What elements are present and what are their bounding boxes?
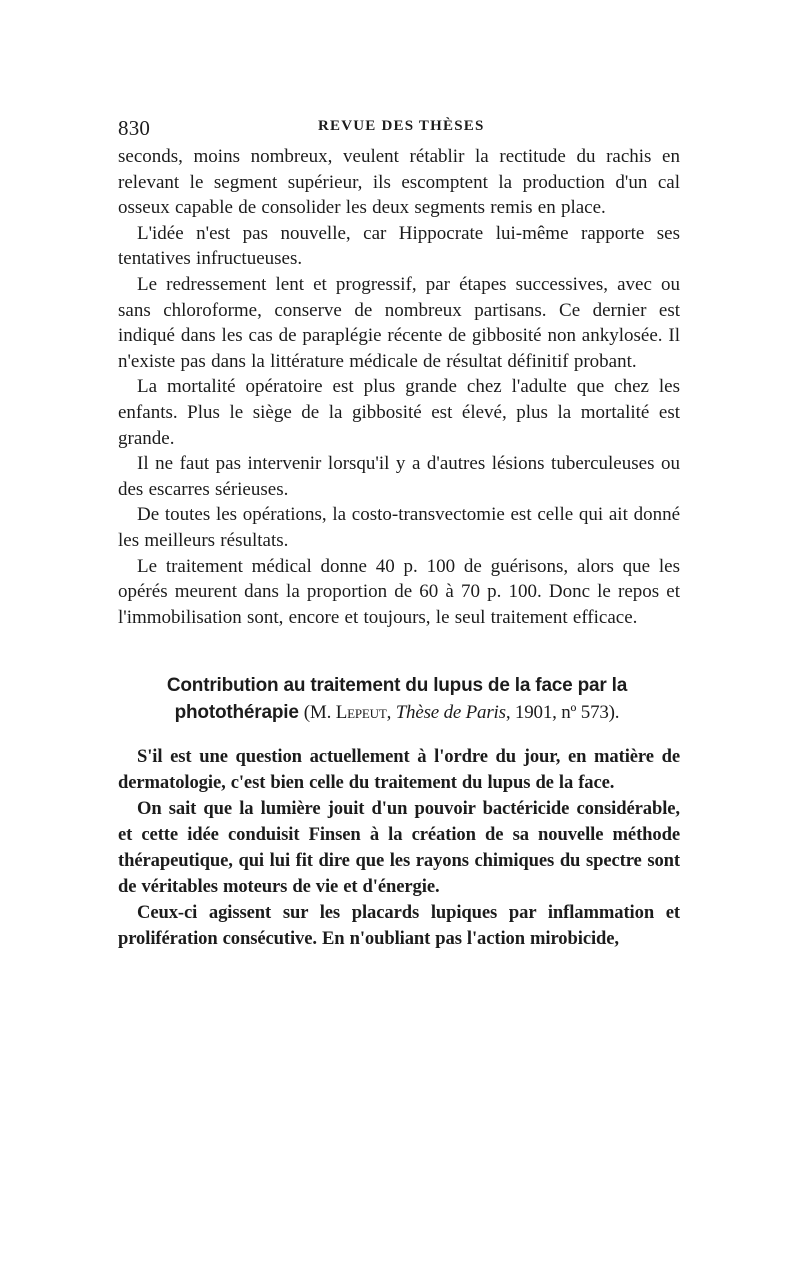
paragraph-continuation: seconds, moins nombreux, veulent rétablir la rectitude du rachis en relevant le segment supérieur, ils escomptent la production d'un cal osseux capable de consolider les deux segments remis en place.	[118, 146, 680, 219]
section-title: Contribution au traitement du lupus de la face par la photothérapie	[166, 675, 628, 724]
paragraph: La mortalité opératoire est plus grande chez l'adulte que chez les enfants. Plus le siège de la gibbosité est élevé, plus la mortalité est grande.	[118, 376, 680, 449]
paragraph: S'il est une question actuellement à l'ordre du jour, en matière de dermatologie, c'est bien celle du traitement du lupus de la face.	[118, 746, 680, 794]
paragraph: De toutes les opérations, la costo-transvectomie est celle qui ait donné les meilleurs résultats.	[118, 504, 680, 551]
citation-work: Thèse de Paris	[395, 702, 506, 724]
running-head	[118, 110, 680, 144]
paragraph: Il ne faut pas intervenir lorsqu'il y a d'autres lésions tuberculeuses ou des escarres sérieuses.	[118, 453, 680, 500]
section-heading	[122, 672, 672, 726]
section-citation	[304, 702, 620, 723]
paragraph: L'idée n'est pas nouvelle, car Hippocrate lui-même rapporte ses tentatives infructueuses.	[118, 222, 680, 270]
page-number: 830	[118, 116, 151, 140]
document-page	[118, 110, 680, 952]
previous-article-body	[118, 144, 680, 630]
heading-spacer	[118, 726, 680, 744]
paragraph: On sait que la lumière jouit d'un pouvoir bactéricide considérable, et cette idée conduisit Finsen à la création de sa nouvelle méthode thérapeutique, qui lui fit dire que les rayons chimiques du spectre sont de véritables moteurs de vie et d'énergie.	[118, 798, 680, 898]
citation-author: Lepeut	[335, 702, 387, 724]
paragraph: Le traitement médical donne 40 p. 100 de guérisons, alors que les opérés meurent dans la proportion de 60 à 70 p. 100. Donc le repos et l'immobilisation sont, encore et toujours, le seul traitement efficace.	[118, 555, 680, 628]
citation-open: (M.	[303, 702, 336, 724]
section-body	[118, 744, 680, 952]
citation-close: , 1901, nº 573).	[505, 702, 620, 724]
citation-separator: ,	[386, 702, 396, 724]
paragraph: Ceux-ci agissent sur les placards lupiques par inflammation et prolifération consécutive. En n'oubliant pas l'action mirobicide,	[118, 902, 680, 950]
journal-title: REVUE DES THÈSES	[318, 118, 485, 134]
paragraph: Le redressement lent et progressif, par étapes successives, avec ou sans chloroforme, conserve de nombreux partisans. Ce dernier est indiqué dans les cas de paraplégie récente de gibbosité non ankylosée. Il n'existe pas dans la littérature médicale de résultat définitif probant.	[118, 273, 680, 372]
section-spacer	[118, 630, 680, 672]
